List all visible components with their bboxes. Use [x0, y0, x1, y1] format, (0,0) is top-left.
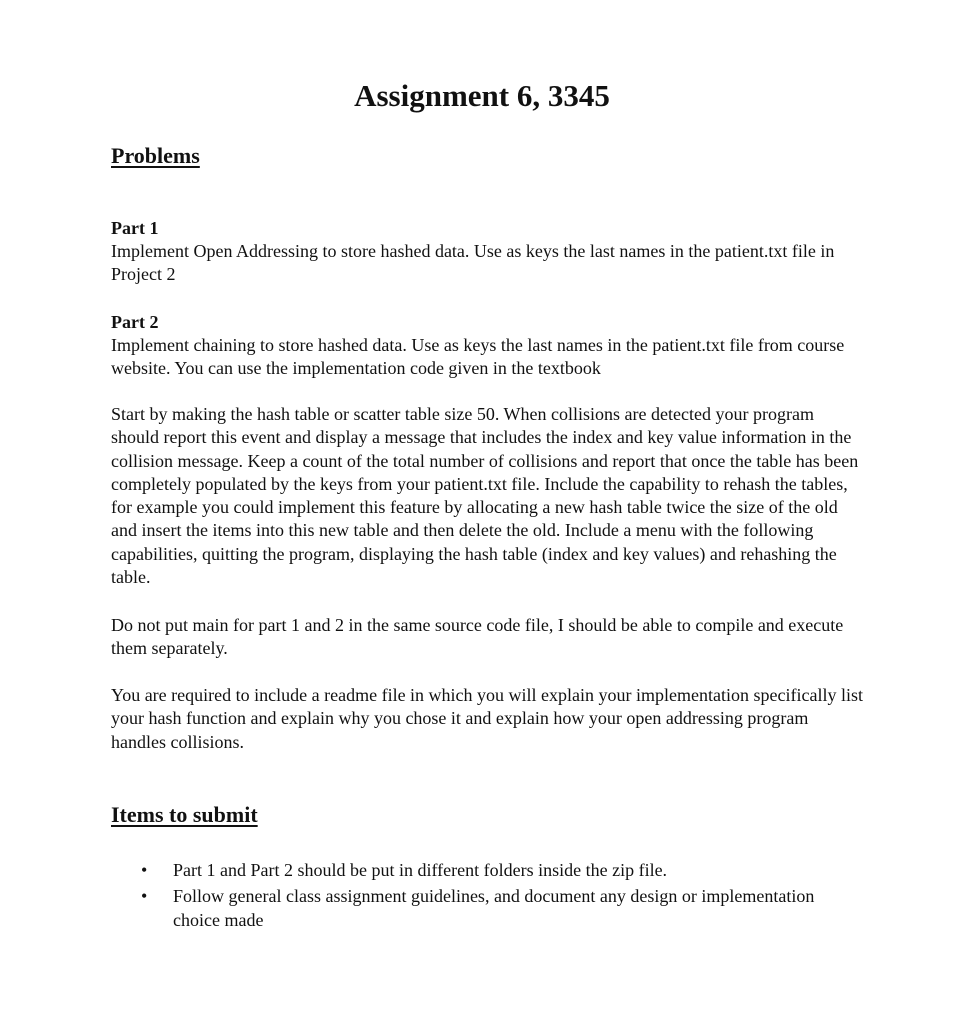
bullet-icon: •	[141, 860, 148, 880]
submit-item-text: Follow general class assignment guidelines, and document any design or implementation choice made	[173, 886, 815, 930]
part1-label: Part 1	[111, 218, 159, 238]
list-item	[111, 858, 863, 882]
part2-text: Implement chaining to store hashed data. Use as keys the last names in the patient.txt file from course website. You can use the implementation code given in the textbook	[111, 335, 845, 379]
items-to-submit-heading: Items to submit	[111, 802, 258, 827]
part2-label: Part 2	[111, 312, 159, 332]
bullet-icon: •	[141, 886, 148, 906]
hash-table-paragraph: Start by making the hash table or scatter table size 50. When collisions are detected your program should report this event and display a message that includes the index and key value information in the collision message. Keep a count of the total number of collisions and report that once the table has been completely populated by the keys from your patient.txt file. Include the capability to rehash the tables, for example you could implement this feature by allocating a new hash table twice the size of the old and insert the items into this new table and then delete the old. Include a menu with the following capabilities, quitting the program, displaying the hash table (index and key values) and rehashing the table.	[111, 404, 859, 588]
document-title: Assignment 6, 3345	[354, 78, 610, 113]
readme-paragraph: You are required to include a readme file in which you will explain your implementation specifically list your hash function and explain why you chose it and explain how your open addressing program handles collisions.	[111, 685, 863, 752]
main-note-paragraph: Do not put main for part 1 and 2 in the same source code file, I should be able to compile and execute them separately.	[111, 615, 844, 659]
problems-heading: Problems	[111, 143, 200, 168]
submit-list	[111, 858, 863, 934]
submit-item-text: Part 1 and Part 2 should be put in different folders inside the zip file.	[173, 860, 668, 880]
list-item	[111, 884, 863, 932]
part1-text: Implement Open Addressing to store hashed data. Use as keys the last names in the patient.txt file in Project 2	[111, 241, 835, 285]
